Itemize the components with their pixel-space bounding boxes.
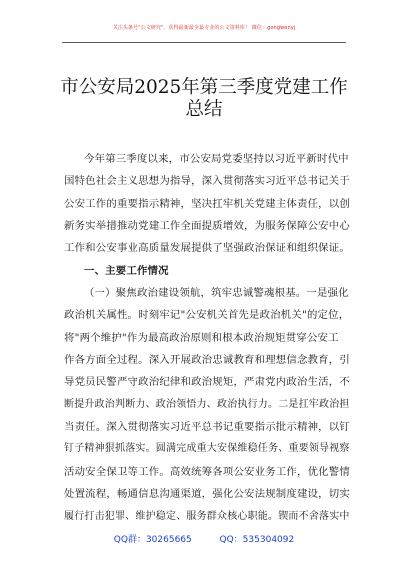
header-divider xyxy=(62,42,346,43)
body-line: 国特色社会主义思想为指导，深入贯彻落实习近平总书记关于 xyxy=(64,175,350,188)
footer-contact xyxy=(0,532,408,545)
body-line: 新务实举措推动党建工作全面提质增效，为服务保障公安中心 xyxy=(64,220,350,233)
body-line: 将"两个维护"作为最高政治原则和根本政治规矩贯穿公安工 xyxy=(64,331,339,344)
body-line: （一）聚焦政治建设领航，筑牢忠诚警魂根基。一是强化 xyxy=(84,287,349,300)
body-line: 履行打击犯罪、维护稳定、服务群众核心职能。锲而不舍落实中 xyxy=(64,510,350,522)
body-line: 断提升政治判断力、政治领悟力、政治执行力。二是扛牢政治担 xyxy=(64,398,350,410)
body-line: 工作和公安事业高质量发展提供了坚强政治保证和组织保证。 xyxy=(64,242,350,255)
body-line: 导党员民警严守政治纪律和政治规矩，严肃党内政治生活，不 xyxy=(64,376,350,389)
body-line: 作各方面全过程。深入开展政治忠诚教育和理想信念教育，引 xyxy=(64,354,350,367)
body-line: 今年第三季度以来，市公安局党委坚持以习近平新时代中 xyxy=(84,153,349,165)
body-line: 公安工作的重要指示精神，坚决扛牢机关党建主体责任，以创 xyxy=(64,197,350,210)
footer-qq-group: QQ群：30265665 xyxy=(113,535,192,545)
title-line-2: 总结 xyxy=(185,99,223,120)
footer-qq: QQ：535304092 xyxy=(219,535,295,545)
header-note: 关注头条号"公文研究"，获得最新最全最专业的公文资料库！ 微信：gongwenyj xyxy=(112,25,296,31)
body-line: 钉子精神狠抓落实。圆满完成重大安保维稳任务、重要领导视察 xyxy=(64,443,350,455)
title-line-1: 市公安局2025年第三季度党建工作 xyxy=(60,77,348,98)
section-heading: 一、主要工作情况 xyxy=(84,264,169,277)
body-line: 活动安全保卫等工作。高效统筹各项公安业务工作，优化警情 xyxy=(64,465,350,478)
body-line: 当责任。深入贯彻落实习近平总书记重要指示批示精神，以钉 xyxy=(64,421,350,434)
document-title xyxy=(40,77,368,121)
body-line: 政治机关属性。时刻牢记"公安机关首先是政治机关"的定位， xyxy=(64,309,350,322)
body-line: 处置流程，畅通信息沟通渠道，强化公安法规制度建设，切实 xyxy=(64,488,350,501)
document-body xyxy=(64,148,350,528)
